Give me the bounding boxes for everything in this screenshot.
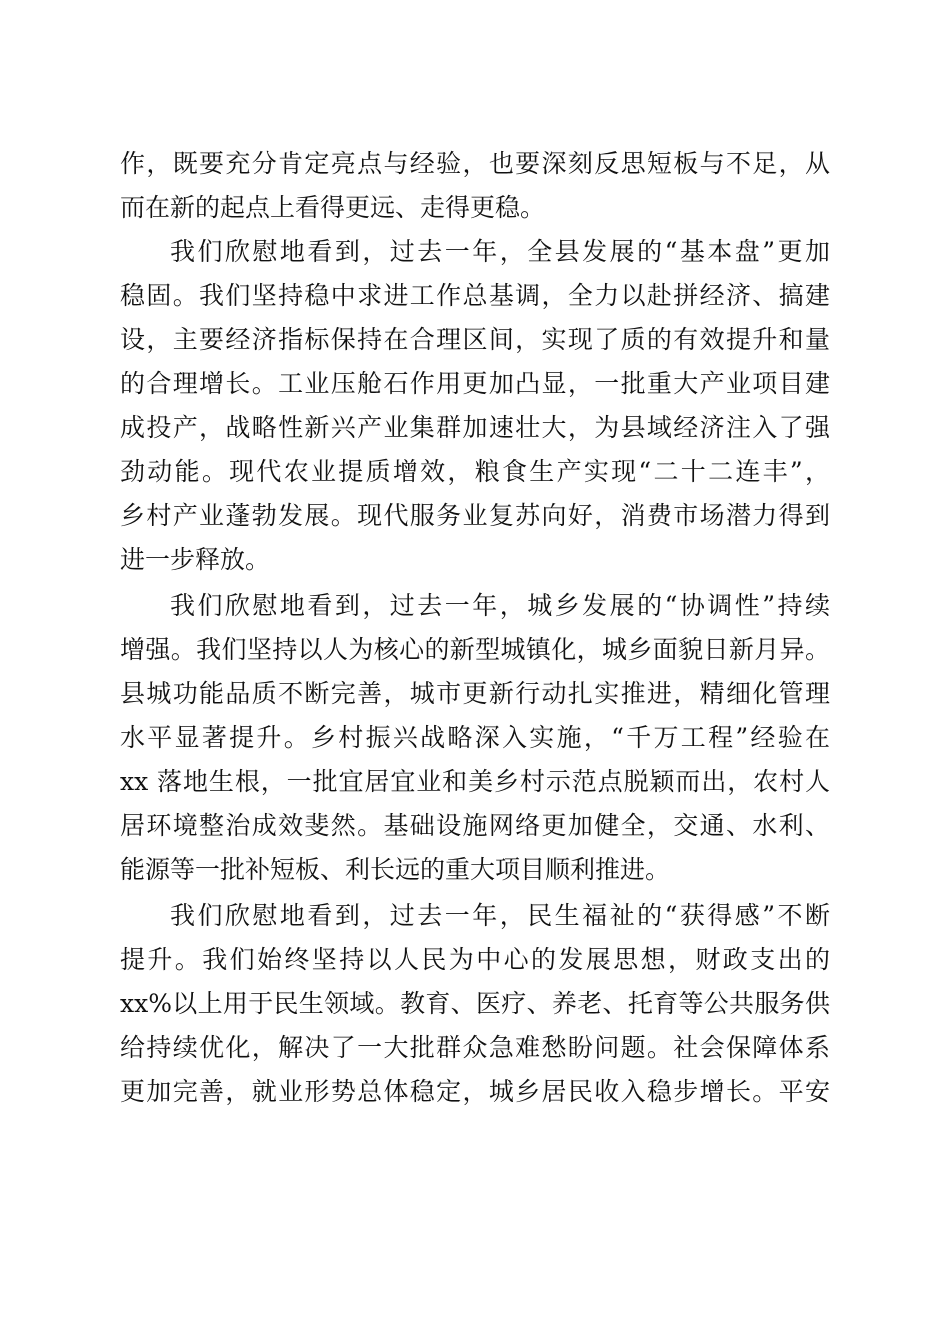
body-line: 稳固。我们坚持稳中求进工作总基调，全力以赴拼经济、搞建 [120,281,830,310]
body-line: 县城功能品质不断完善，城市更新行动扎实推进，精细化管理 [120,679,830,708]
body-line: 提升。我们始终坚持以人民为中心的发展思想，财政支出的 [120,945,830,974]
body-line: 水平显著提升。乡村振兴战略深入实施，“千万工程”经验在 [120,723,830,752]
body-line: 设，主要经济指标保持在合理区间，实现了质的有效提升和量 [120,325,830,354]
body-line: 增强。我们坚持以人为核心的新型城镇化，城乡面貌日新月异。 [120,635,830,664]
paragraph-first-line: 我们欣慰地看到，过去一年，城乡发展的“协调性”持续 [170,591,830,620]
body-line: 给持续优化，解决了一大批群众急难愁盼问题。社会保障体系 [120,1033,830,1062]
body-line: xx 落地生根，一批宜居宜业和美乡村示范点脱颖而出，农村人 [120,767,830,796]
body-line: 乡村产业蓬勃发展。现代服务业复苏向好，消费市场潜力得到 [120,501,830,530]
body-line: 居环境整治成效斐然。基础设施网络更加健全，交通、水利、 [120,811,830,840]
body-line: 作，既要充分肯定亮点与经验，也要深刻反思短板与不足，从 [120,149,830,178]
paragraph-first-line: 我们欣慰地看到，过去一年，全县发展的“基本盘”更加 [170,237,830,266]
body-line: 成投产，战略性新兴产业集群加速壮大，为县域经济注入了强 [120,413,830,442]
body-line: 更加完善，就业形势总体稳定，城乡居民收入稳步增长。平安 [120,1077,830,1106]
body-line: 的合理增长。工业压舱石作用更加凸显，一批重大产业项目建 [120,369,830,398]
body-line: xx%以上用于民生领域。教育、医疗、养老、托育等公共服务供 [120,989,830,1018]
body-line: 进一步释放。 [120,545,271,574]
body-line: 而在新的起点上看得更远、走得更稳。 [120,193,546,222]
paragraph-first-line: 我们欣慰地看到，过去一年，民生福祉的“获得感”不断 [170,901,830,930]
body-line: 劲动能。现代农业提质增效，粮食生产实现“二十二连丰”， [120,457,830,486]
body-line: 能源等一批补短板、利长远的重大项目顺利推进。 [120,855,671,884]
